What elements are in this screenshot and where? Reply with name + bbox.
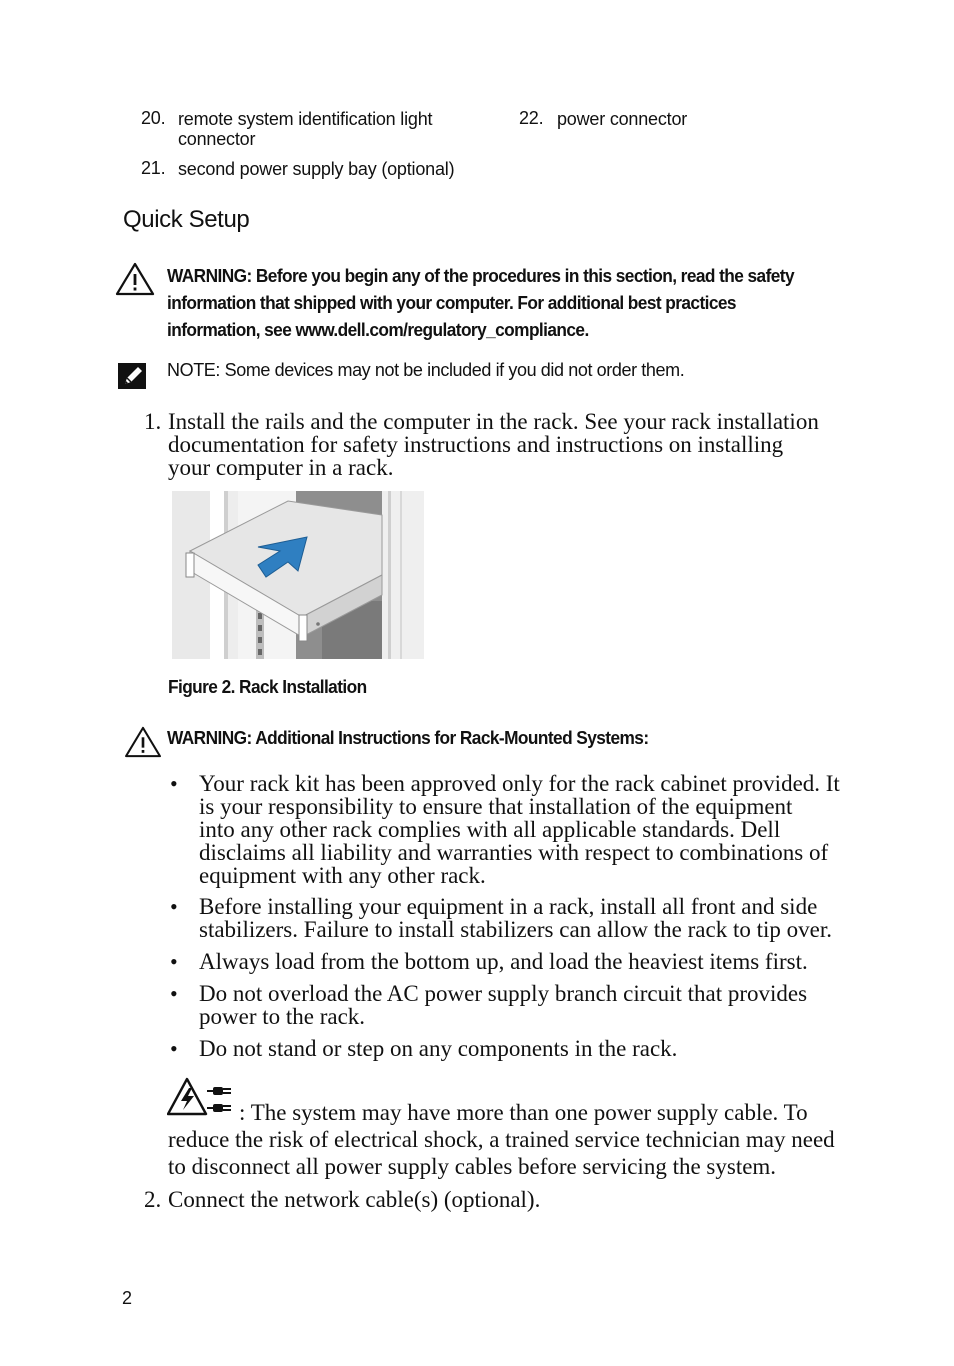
legend-number: 21.: [141, 158, 166, 178]
bullet-marker: •: [170, 894, 178, 919]
bullet-line: disclaims all liability and warranties with respect to combinations of: [199, 840, 829, 865]
bullet-marker: •: [170, 1036, 178, 1061]
bullet-item-no-stepping: [199, 1037, 879, 1060]
bullet-item-stabilizers: [199, 895, 879, 941]
section-title: Quick Setup: [123, 206, 250, 233]
legend-number: 20.: [141, 108, 166, 128]
warning-triangle-icon: [124, 726, 162, 758]
step-line: documentation for safety instructions and instructions on installing: [168, 432, 784, 457]
bullet-item-circuit-overload: [199, 982, 879, 1028]
bullet-line: Always load from the bottom up, and load the heaviest items first.: [199, 949, 808, 974]
bullet-line: is your responsibility to ensure that installation of the equipment: [199, 794, 793, 819]
warning-line: information, see www.dell.com/regulatory_compliance.: [167, 320, 589, 340]
bullet-line: equipment with any other rack.: [199, 863, 486, 888]
legend-number: 22.: [519, 108, 544, 128]
bullet-line: Your rack kit has been approved only for the rack cabinet provided. It: [199, 771, 840, 796]
bullet-line: stabilizers. Failure to install stabilizers can allow the rack to tip over.: [199, 917, 832, 942]
bullet-marker: •: [170, 981, 178, 1006]
page-number: 2: [122, 1288, 133, 1308]
shock-notice-rest: [168, 1126, 888, 1180]
warning-triangle-icon: [115, 262, 155, 296]
step-line: Install the rails and the computer in the rack. See your rack installation: [168, 409, 819, 434]
warning-line: WARNING: Before you begin any of the procedures in this section, read the safety: [167, 266, 794, 286]
figure-caption: Figure 2. Rack Installation: [168, 677, 367, 697]
note-block: [167, 360, 684, 381]
bullet-item-rack-approval: [199, 772, 879, 887]
bullet-line: Do not stand or step on any components in the rack.: [199, 1036, 678, 1061]
step-number: 2.: [144, 1187, 162, 1212]
bullet-item-load-order: [199, 950, 879, 973]
warning-safety-block: [167, 263, 839, 344]
bullet-line: Before installing your equipment in a rack, install all front and side: [199, 894, 818, 919]
warning-rack-mounted: WARNING: Additional Instructions for Rack-Mounted Systems:: [167, 728, 649, 748]
step-number: 1.: [144, 409, 162, 434]
step-line: your computer in a rack.: [168, 455, 394, 480]
legend-item-second-psu-bay: second power supply bay (optional): [178, 159, 455, 179]
electrical-shock-multiple-cables-icon: [167, 1077, 239, 1117]
step-1-text: [168, 410, 888, 479]
bullet-marker: •: [170, 949, 178, 974]
bullet-marker: •: [170, 771, 178, 796]
bullet-line: into any other rack complies with all applicable standards. Dell: [199, 817, 781, 842]
warning-line: information that shipped with your computer. For additional best practices: [167, 293, 736, 313]
shock-line: to disconnect all power supply cables before servicing the system.: [168, 1154, 777, 1179]
note-pencil-icon: [117, 362, 147, 390]
note-label: NOTE:: [167, 360, 221, 380]
bullet-line: power to the rack.: [199, 1004, 366, 1029]
rack-installation-figure: [172, 491, 424, 659]
legend-item-remote-id-light: remote system identification light connector: [178, 109, 433, 149]
shock-line: reduce the risk of electrical shock, a trained service technician may need: [168, 1127, 835, 1152]
shock-notice-line-1: : The system may have more than one power supply cable. To: [239, 1100, 808, 1125]
note-text: Some devices may not be included if you did not order them.: [224, 360, 685, 380]
bullet-line: Do not overload the AC power supply branch circuit that provides: [199, 981, 808, 1006]
legend-item-power-connector: power connector: [557, 109, 688, 129]
step-2-text: Connect the network cable(s) (optional).: [168, 1187, 541, 1212]
